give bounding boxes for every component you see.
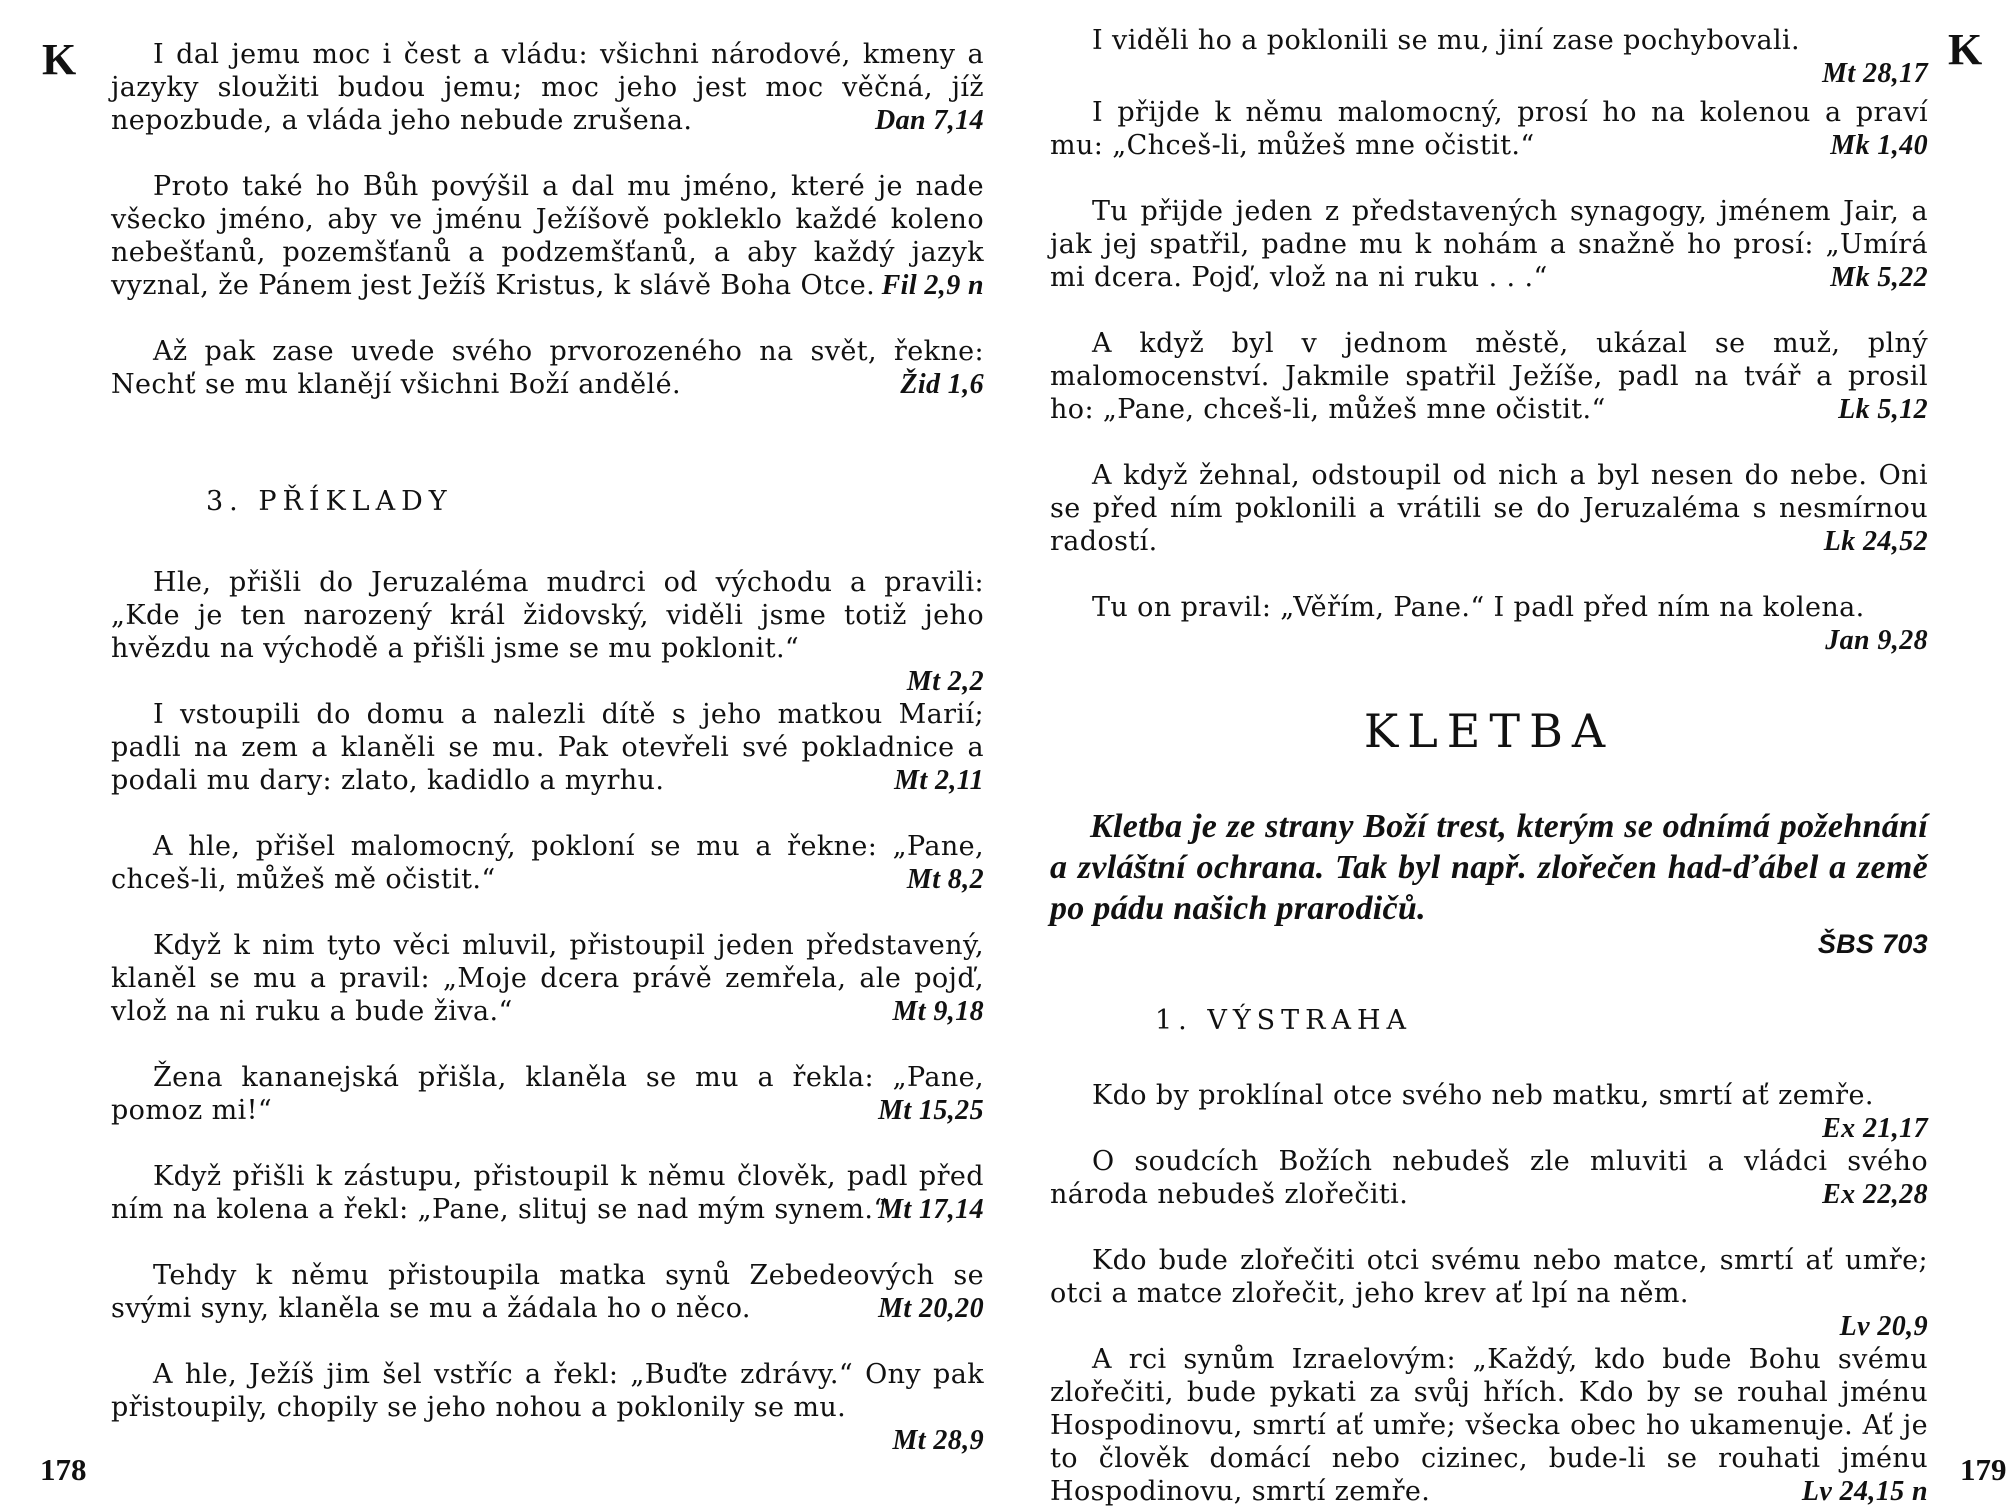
definition-text: Kletba je ze strany Boží trest, kterým se odnímá požehnání a zvláštní ochrana. Tak byl např. zlořečen had-ďábel a země po pádu našich prarodičů. [1050, 808, 1928, 927]
verse [111, 1358, 984, 1457]
verse-reference: Mt 2,11 [894, 765, 984, 796]
verse-text: O soudcích Božích nebudeš zle mluviti a vládci svého národa nebudeš zlořečiti. [1050, 1146, 1928, 1210]
verse-reference: Lk 5,12 [1838, 394, 1928, 425]
verse-text: A hle, Ježíš jim šel vstříc a řekl: „Buďte zdrávy.“ Ony pak přistoupily, chopily se jeho nohou a poklonily se mu. [111, 1359, 984, 1423]
definition-source: ŠBS 703 [1817, 929, 1928, 959]
verse [111, 38, 984, 137]
verse-text: Když přišli k zástupu, přistoupil k němu člověk, padl před ním na kolena a řekl: „Pane, slituj se nad mým synem.“ [111, 1161, 984, 1225]
verse [111, 170, 984, 302]
section-heading: 3. PŘÍKLADY [206, 486, 453, 517]
verse [111, 830, 984, 896]
verse-reference: Mt 15,25 [878, 1095, 984, 1126]
thumb-index-letter: K [42, 35, 77, 84]
verse [111, 929, 984, 1028]
verse-reference: Lv 24,15 n [1801, 1476, 1928, 1507]
verse [1050, 1244, 1928, 1343]
verse-text: Až pak zase uvede svého prvorozeného na svět, řekne: Nechť se mu klanějí všichni Boží andělé. [111, 336, 984, 400]
verse-reference: Jan 9,28 [1825, 625, 1928, 656]
verse-reference: Mt 9,18 [892, 996, 984, 1027]
verse-text: A když byl v jednom městě, ukázal se muž, plný malomocenství. Jakmile spatřil Ježíše, padl na tvář a prosil ho: „Pane, chceš-li, můžeš mne očistit.“ [1050, 328, 1928, 425]
verse [1050, 1079, 1928, 1145]
verse-text: Žena kananejská přišla, klaněla se mu a řekla: „Pane, pomoz mi!“ [111, 1062, 984, 1126]
verse [1050, 1145, 1928, 1211]
verse-text: Když k nim tyto věci mluvil, přistoupil jeden představený, klaněl se mu a pravil: „Moje dcera právě zemřela, ale pojď, vlož na ni ruku a bude živa.“ [111, 930, 984, 1027]
verse-reference: Mk 1,40 [1830, 130, 1928, 161]
verse [1050, 24, 1928, 90]
verse [1050, 96, 1928, 162]
verse [111, 1061, 984, 1127]
chapter-title-block [1050, 706, 1928, 756]
verse-reference: Ex 21,17 [1822, 1113, 1928, 1144]
verse [1050, 195, 1928, 294]
right-column [1050, 24, 1928, 657]
verse-text: A rci synům Izraelovým: „Každý, kdo bude Bohu svému zlořečiti, bude pykati za svůj hřích. Kdo by se rouhal jménu Hospodinovu, smrtí ať umře; všecka obec ho ukamenuje. Ať je to člověk domácí nebo cizinec, bude-li se rouhati jménu Hospodinovu, smrtí zemře. [1050, 1344, 1928, 1507]
verse [111, 335, 984, 401]
verse-text: I dal jemu moc i čest a vládu: všichni národové, kmeny a jazyky sloužiti budou jemu; moc jeho jest moc věčná, jíž nepozbude, a vláda jeho nebude zrušena. [111, 39, 984, 136]
verse-text: A hle, přišel malomocný, pokloní se mu a řekne: „Pane, chceš-li, můžeš mě očistit.“ [111, 831, 984, 895]
verse-text: I viděli ho a poklonili se mu, jiní zase pochybovali. [1092, 25, 1800, 56]
verse [1050, 591, 1928, 657]
thumb-index-letter: K [1948, 25, 1983, 74]
verse-text: Tehdy k němu přistoupila matka synů Zebedeových se svými syny, klaněla se mu a žádala ho o něco. [111, 1260, 984, 1324]
verse-reference: Dan 7,14 [875, 105, 984, 136]
section-heading: 1. VÝSTRAHA [1155, 1005, 1413, 1036]
verse [111, 1160, 984, 1226]
verse-text: Hle, přišli do Jeruzaléma mudrci od východu a pravili: „Kde je ten narozený král židovský, viděli jsme totiž jeho hvězdu na východě a přišli jsme se mu poklonit.“ [111, 567, 984, 664]
verse-reference: Žid 1,6 [900, 369, 984, 400]
verse [111, 698, 984, 797]
verse-text: A když žehnal, odstoupil od nich a byl nesen do nebe. Oni se před ním poklonili a vrátili se do Jeruzaléma s nesmírnou radostí. [1050, 460, 1928, 557]
verse-reference: Lv 20,9 [1839, 1311, 1928, 1342]
verse-reference: Mt 28,17 [1822, 58, 1928, 89]
verse-reference: Lk 24,52 [1823, 526, 1928, 557]
verse-reference: Mt 8,2 [906, 864, 984, 895]
verse-text: Proto také ho Bůh povýšil a dal mu jméno, které je nade všecko jméno, aby ve jménu Ježíšově pokleklo každé koleno nebešťanů, pozemšťanů a podzemšťanů, a aby každý jazyk vyznal, že Pánem jest Ježíš Kristus, k slávě Boha Otce. [111, 171, 984, 301]
verse-text: Tu on pravil: „Věřím, Pane.“ I padl před ním na kolena. [1092, 592, 1865, 623]
right-page [1010, 0, 2014, 1507]
left-column-lower [111, 485, 984, 1457]
verse [1050, 327, 1928, 426]
verse-reference: Mt 2,2 [906, 666, 984, 697]
verse-text: Tu přijde jeden z představených synagogy, jménem Jair, a jak jej spatřil, padne mu k nohám a snažně ho prosí: „Umírá mi dcera. Pojď, vlož na ni ruku . . .“ [1050, 196, 1928, 293]
right-column-lower [1050, 1004, 1928, 1508]
left-column [111, 38, 984, 401]
verse [111, 1259, 984, 1325]
page-number: 179 [1960, 1452, 2007, 1487]
verse-reference: Fil 2,9 n [881, 270, 984, 301]
verse-reference: Ex 22,28 [1822, 1179, 1928, 1210]
verse [1050, 1343, 1928, 1508]
verse [1050, 459, 1928, 558]
verse-text: Kdo bude zlořečiti otci svému nebo matce, smrtí ať umře; otci a matce zlořečit, jeho krev ať lpí na něm. [1050, 1245, 1928, 1309]
page-number: 178 [40, 1452, 87, 1487]
verse-reference: Mt 20,20 [878, 1293, 984, 1324]
verse-reference: Mk 5,22 [1830, 262, 1928, 293]
verse-text: I vstoupili do domu a nalezli dítě s jeho matkou Marií; padli na zem a klaněli se mu. Pak otevřeli své pokladnice a podali mu dary: zlato, kadidlo a myrhu. [111, 699, 984, 796]
verse-reference: Mt 17,14 [878, 1194, 984, 1225]
chapter-title: KLETBA [1363, 704, 1615, 758]
chapter-definition [1050, 806, 1928, 960]
verse [111, 566, 984, 698]
verse-text: I přijde k němu malomocný, prosí ho na kolenou a praví mu: „Chceš-li, můžeš mne očistit.“ [1050, 97, 1928, 161]
left-page [0, 0, 1010, 1501]
verse-text: Kdo by proklínal otce svého neb matku, smrtí ať zemře. [1092, 1080, 1874, 1111]
verse-reference: Mt 28,9 [892, 1425, 984, 1456]
